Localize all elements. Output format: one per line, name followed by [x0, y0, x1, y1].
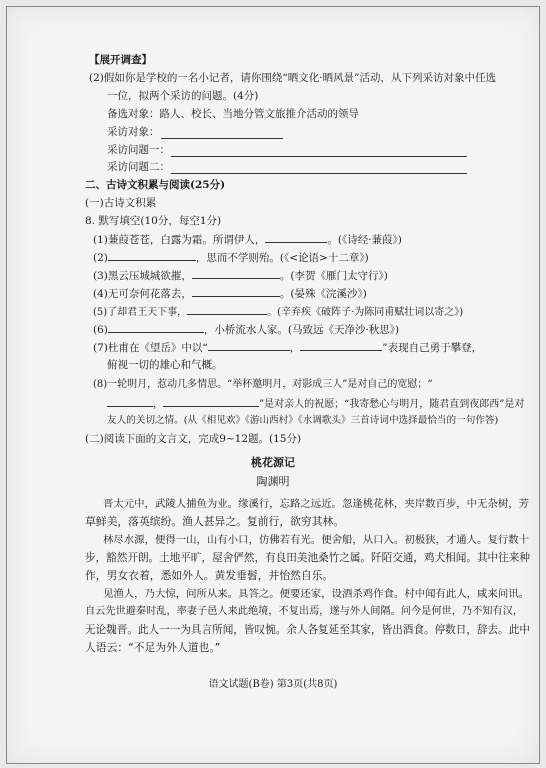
answer-blank: [208, 340, 290, 351]
text-author: 陶渊明: [256, 475, 290, 488]
answer-blank: [192, 286, 280, 297]
exam-page: [6, 6, 540, 764]
q8-title: 8. 默写填空(10分，每空1分): [85, 215, 222, 227]
answer-blank: [163, 396, 259, 407]
answer-blank: [108, 322, 204, 333]
q8-item-6: (6) ，小桥流水人家。(马致远《天净沙·秋思》): [93, 324, 400, 336]
prose-line: 人语云：“不足为外人道也。”: [85, 641, 221, 654]
q8-item-1: (1)蒹葭苍苍，白露为霜。所谓伊人， 。(《诗经·蒹葭》): [93, 234, 402, 246]
text-title: 桃花源记: [251, 456, 295, 469]
q2-candidates: 备选对象：路人、校长、当地分管文旅推介活动的领导: [107, 108, 359, 120]
q8-item-7: (7)杜甫在《望岳》中以“ ， ”表现自己勇于攀登，: [93, 342, 483, 354]
prose-line: 林尽水源，便得一山，山有小口，仿佛若有光。便舍船，从口入。初极狭，才通人。复行数十: [103, 534, 530, 546]
answer-blank: [300, 340, 382, 351]
section-heading: 【展开调查】: [89, 54, 152, 66]
part2-title: 二、古诗文积累与阅读(25分): [85, 179, 226, 191]
q8-item-8: (8)一轮明月，惹动几多情思。“举杯邀明月，对影成三人”是对自己的宽慰；“: [93, 379, 433, 390]
subsection-1: (一)古诗文积累: [85, 197, 157, 209]
answer-blank: [187, 304, 267, 315]
prose-line: 草鲜美，落英缤纷。渔人甚异之。复前行，欲穷其林。: [85, 515, 345, 528]
prose-line: 无论魏晋。此人一一为具言所闻，皆叹惋。余人各复延至其家，皆出酒食。停数日，辞去。此中: [85, 624, 530, 636]
q8-item-8-line3: 友人的关切之情。(从《相见欢》《游山西村》《水调歌头》三首诗词中选择最恰当的一句作答): [107, 415, 499, 426]
prose-line: 自云先世避秦时乱，率妻子邑人来此绝境，不复出焉，遂与外人间隔。问今是何世，乃不知有汉，: [85, 606, 524, 617]
subsection-2: (二)阅读下面的文言文，完成9~12题。(15分): [85, 433, 302, 445]
q8-item-5: (5)了却君王天下事， 。(辛弃疾《破阵子·为陈同甫赋壮词以寄之》): [93, 304, 463, 320]
q8-item-8-line2: ， ”是对亲人的祝愿；“我寄愁心与明月，随君直到夜郎西”是对: [107, 396, 524, 412]
prose-line: 晋太元中，武陵人捕鱼为业。缘溪行，忘路之远近。忽逢桃花林，夹岸数百步，中无杂树，芳: [103, 498, 530, 510]
page-footer: 语文试题(B卷) 第3页(共8页): [208, 679, 338, 690]
q2-question2-label: 采访问题二：: [107, 161, 170, 173]
answer-blank: [107, 396, 153, 407]
answer-blank: [192, 268, 280, 279]
answer-blank: [171, 156, 467, 157]
q8-item-4: (4)无可奈何花落去， 。(晏殊《浣溪沙》): [93, 288, 367, 300]
answer-blank: [265, 232, 327, 243]
q8-item-3: (3)黑云压城城欲摧， 。(李贺《雁门太守行》): [93, 270, 388, 282]
q2-target-label: 采访对象：: [107, 126, 160, 138]
q8-item-2: (2) ，思而不学则殆。(《<论语>十二章》): [93, 252, 369, 264]
prose-line: 见渔人，乃大惊，问所从来。具答之。便要还家，设酒杀鸡作食。村中闻有此人，咸来问讯。: [103, 588, 530, 600]
q2-line1: (2)假如你是学校的一名小记者，请你围绕“晒文化·晒风景”活动，从下列采访对象中任选: [89, 72, 496, 84]
q8-item-7-cont: 俯视一切的雄心和气概。: [107, 359, 223, 371]
prose-line: 作，男女衣着，悉如外人。黄发垂髫，并怡然自乐。: [85, 569, 334, 582]
answer-blank: [171, 173, 467, 174]
answer-blank: [161, 138, 283, 139]
q2-question1-label: 采访问题一：: [107, 144, 170, 156]
prose-line: 步，豁然开朗。土地平旷，屋舍俨然，有良田美池桑竹之属。阡陌交通，鸡犬相闻。其中往来种: [85, 552, 530, 564]
answer-blank: [108, 250, 196, 261]
q2-line2: 一位，拟两个采访的问题。(4分): [107, 90, 259, 102]
